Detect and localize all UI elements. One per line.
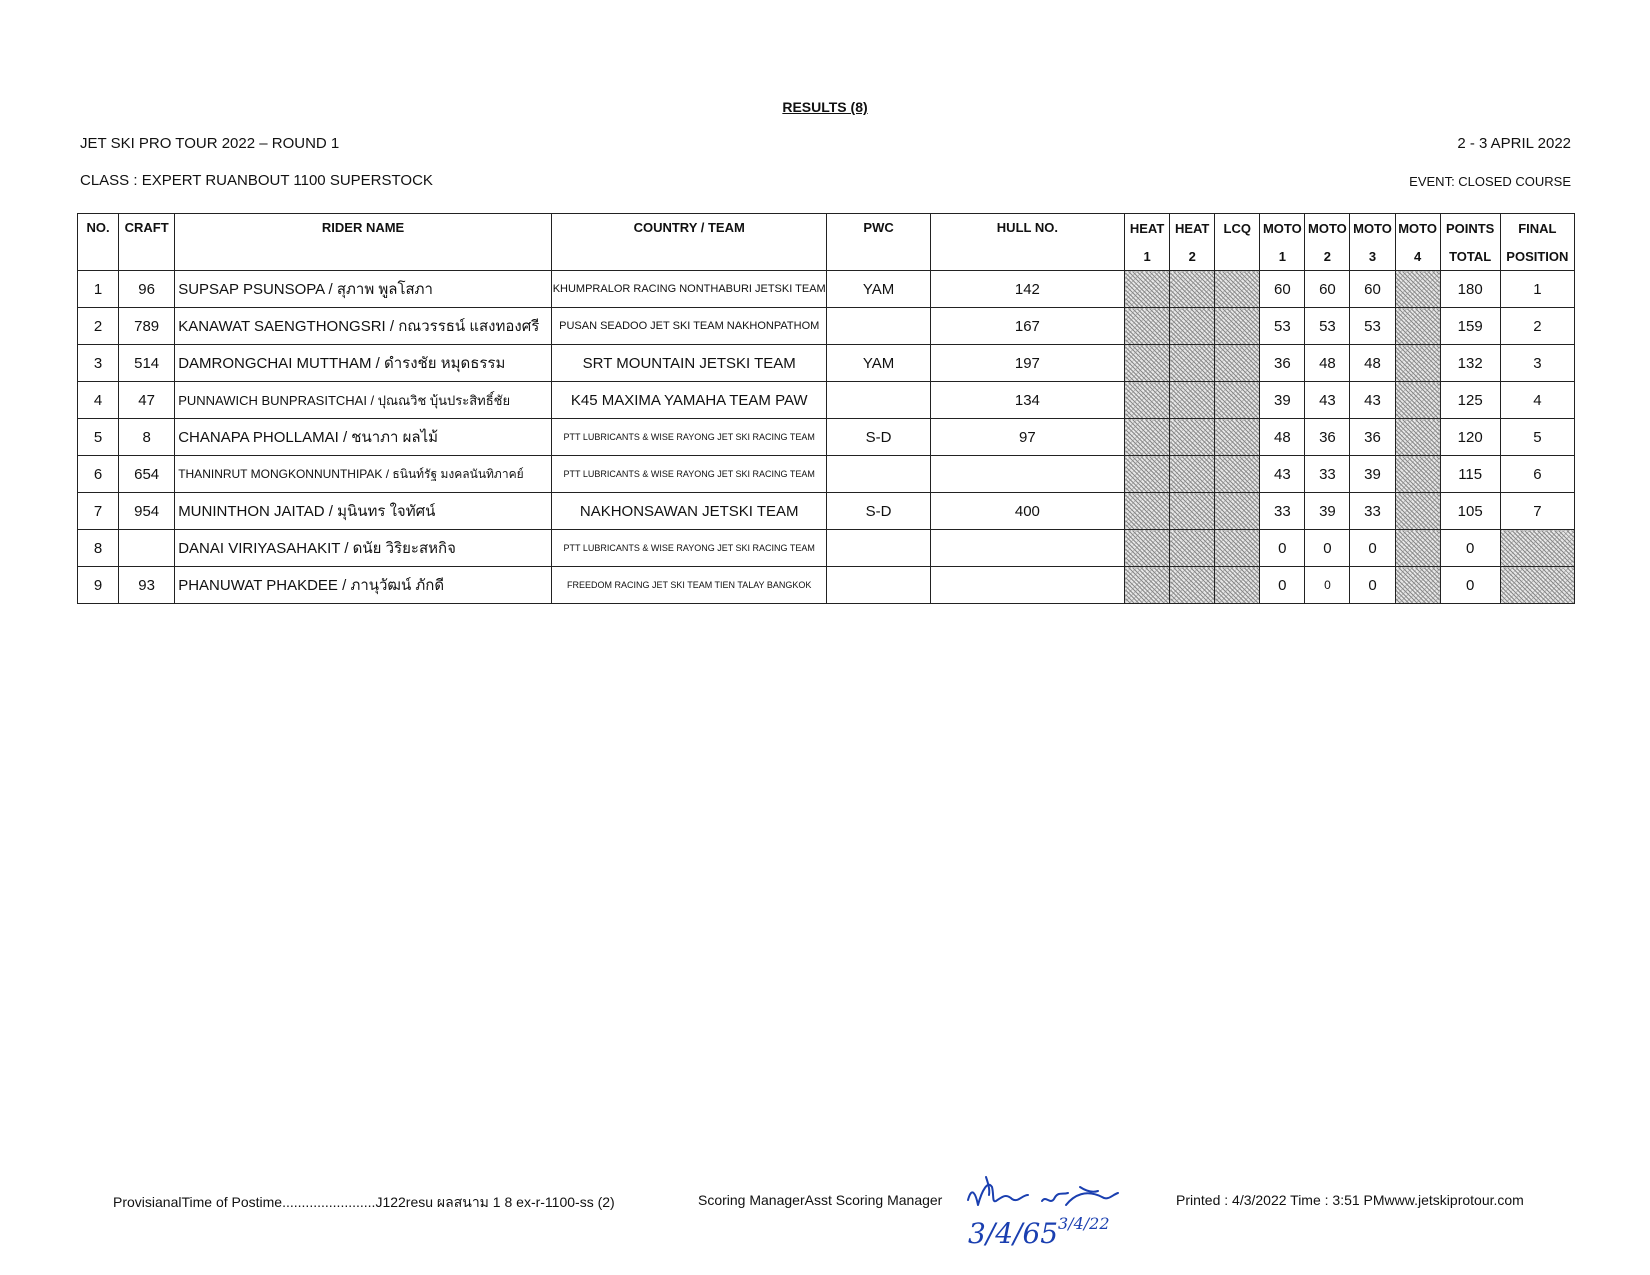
cell-pwc: YAM xyxy=(827,345,930,382)
footer-provisional: ProvisianalTime of Postime........................J122resu ผลสนาม 1 8 ex-r-1100-ss (2) xyxy=(113,1194,615,1210)
cell-hull: 167 xyxy=(930,308,1124,345)
cell-no: 6 xyxy=(78,456,119,493)
cell-moto3: 0 xyxy=(1350,567,1395,604)
cell-lcq xyxy=(1215,493,1260,530)
cell-heat2 xyxy=(1170,456,1215,493)
cell-team: PTT LUBRICANTS & WISE RAYONG JET SKI RACING TEAM xyxy=(551,530,827,567)
cell-position: 4 xyxy=(1500,382,1574,419)
cell-pwc: S-D xyxy=(827,493,930,530)
event-date: 2 - 3 APRIL 2022 xyxy=(1457,135,1571,152)
cell-craft xyxy=(119,530,175,567)
cell-team: PTT LUBRICANTS & WISE RAYONG JET SKI RACING TEAM xyxy=(551,419,827,456)
cell-moto4 xyxy=(1395,308,1440,345)
cell-moto2: 48 xyxy=(1305,345,1350,382)
cell-points: 132 xyxy=(1440,345,1500,382)
cell-position: 1 xyxy=(1500,271,1574,308)
cell-rider: KANAWAT SAENGTHONGSRI / กณวรรธน์ แสงทองศรี xyxy=(175,308,552,345)
cell-heat1 xyxy=(1125,308,1170,345)
signature-image xyxy=(962,1165,1132,1253)
cell-lcq xyxy=(1215,419,1260,456)
cell-lcq xyxy=(1215,567,1260,604)
cell-heat1 xyxy=(1125,456,1170,493)
cell-moto2: 43 xyxy=(1305,382,1350,419)
cell-no: 2 xyxy=(78,308,119,345)
cell-craft: 654 xyxy=(119,456,175,493)
cell-rider: SUPSAP PSUNSOPA / สุภาพ พูลโสภา xyxy=(175,271,552,308)
cell-moto1: 33 xyxy=(1260,493,1305,530)
cell-team: KHUMPRALOR RACING NONTHABURI JETSKI TEAM xyxy=(551,271,827,308)
cell-team: NAKHONSAWAN JETSKI TEAM xyxy=(551,493,827,530)
cell-position: 5 xyxy=(1500,419,1574,456)
col-header-pwc: PWC xyxy=(827,214,930,271)
cell-hull xyxy=(930,530,1124,567)
cell-moto1: 53 xyxy=(1260,308,1305,345)
cell-moto4 xyxy=(1395,493,1440,530)
cell-heat1 xyxy=(1125,567,1170,604)
cell-moto2: 36 xyxy=(1305,419,1350,456)
cell-craft: 514 xyxy=(119,345,175,382)
cell-rider: PHANUWAT PHAKDEE / ภานุวัฒน์ ภักดี xyxy=(175,567,552,604)
cell-position: 6 xyxy=(1500,456,1574,493)
col-header-lcq: LCQ xyxy=(1215,214,1260,243)
cell-moto1: 0 xyxy=(1260,567,1305,604)
col-subheader-points: TOTAL xyxy=(1440,242,1500,271)
col-header-moto3: MOTO xyxy=(1350,214,1395,243)
col-subheader-lcq xyxy=(1215,242,1260,271)
cell-pwc xyxy=(827,530,930,567)
col-subheader-moto4: 4 xyxy=(1395,242,1440,271)
cell-lcq xyxy=(1215,382,1260,419)
col-subheader-moto3: 3 xyxy=(1350,242,1395,271)
cell-heat1 xyxy=(1125,345,1170,382)
cell-team: FREEDOM RACING JET SKI TEAM TIEN TALAY BANGKOK xyxy=(551,567,827,604)
cell-pwc xyxy=(827,382,930,419)
cell-points: 120 xyxy=(1440,419,1500,456)
cell-points: 159 xyxy=(1440,308,1500,345)
cell-moto1: 43 xyxy=(1260,456,1305,493)
cell-moto1: 48 xyxy=(1260,419,1305,456)
cell-moto2: 53 xyxy=(1305,308,1350,345)
col-header-heat1: HEAT xyxy=(1125,214,1170,243)
cell-craft: 96 xyxy=(119,271,175,308)
col-header-rider: RIDER NAME xyxy=(175,214,552,271)
cell-moto4 xyxy=(1395,419,1440,456)
col-header-points: POINTS xyxy=(1440,214,1500,243)
cell-no: 8 xyxy=(78,530,119,567)
col-header-moto2: MOTO xyxy=(1305,214,1350,243)
cell-no: 9 xyxy=(78,567,119,604)
cell-points: 0 xyxy=(1440,567,1500,604)
cell-team: K45 MAXIMA YAMAHA TEAM PAW xyxy=(551,382,827,419)
cell-no: 7 xyxy=(78,493,119,530)
cell-moto3: 60 xyxy=(1350,271,1395,308)
cell-heat2 xyxy=(1170,271,1215,308)
cell-points: 115 xyxy=(1440,456,1500,493)
col-subheader-final: POSITION xyxy=(1500,242,1574,271)
cell-no: 4 xyxy=(78,382,119,419)
cell-pwc xyxy=(827,567,930,604)
cell-moto4 xyxy=(1395,456,1440,493)
cell-rider: DAMRONGCHAI MUTTHAM / ดำรงชัย หมุดธรรม xyxy=(175,345,552,382)
cell-position: 7 xyxy=(1500,493,1574,530)
cell-heat1 xyxy=(1125,419,1170,456)
cell-craft: 789 xyxy=(119,308,175,345)
cell-craft: 954 xyxy=(119,493,175,530)
cell-rider: DANAI VIRIYASAHAKIT / ดนัย วิริยะสหกิจ xyxy=(175,530,552,567)
cell-hull xyxy=(930,567,1124,604)
cell-lcq xyxy=(1215,271,1260,308)
cell-moto4 xyxy=(1395,567,1440,604)
signature-date-2: 3/4/22 xyxy=(1058,1214,1110,1233)
col-header-team: COUNTRY / TEAM xyxy=(551,214,827,271)
cell-pwc: S-D xyxy=(827,419,930,456)
cell-moto1: 36 xyxy=(1260,345,1305,382)
cell-heat2 xyxy=(1170,419,1215,456)
cell-no: 1 xyxy=(78,271,119,308)
col-header-final: FINAL xyxy=(1500,214,1574,243)
cell-hull: 134 xyxy=(930,382,1124,419)
cell-rider: PUNNAWICH BUNPRASITCHAI / ปุณณวิช บุ้นประสิทธิ์ชัย xyxy=(175,382,552,419)
col-header-heat2: HEAT xyxy=(1170,214,1215,243)
cell-heat2 xyxy=(1170,345,1215,382)
cell-heat1 xyxy=(1125,493,1170,530)
cell-rider: THANINRUT MONGKONNUNTHIPAK / ธนินท์รัฐ มงคลนันทิภาคย์ xyxy=(175,456,552,493)
cell-team: SRT MOUNTAIN JETSKI TEAM xyxy=(551,345,827,382)
cell-pwc xyxy=(827,456,930,493)
footer-scoring-managers: Scoring ManagerAsst Scoring Manager xyxy=(698,1192,943,1208)
cell-heat2 xyxy=(1170,308,1215,345)
cell-team: PTT LUBRICANTS & WISE RAYONG JET SKI RACING TEAM xyxy=(551,456,827,493)
cell-lcq xyxy=(1215,456,1260,493)
cell-moto3: 43 xyxy=(1350,382,1395,419)
cell-hull: 400 xyxy=(930,493,1124,530)
col-subheader-heat1: 1 xyxy=(1125,242,1170,271)
page-title: RESULTS (8) xyxy=(782,99,868,115)
cell-hull xyxy=(930,456,1124,493)
col-header-no: NO. xyxy=(78,214,119,271)
cell-moto3: 53 xyxy=(1350,308,1395,345)
cell-hull: 97 xyxy=(930,419,1124,456)
cell-no: 3 xyxy=(78,345,119,382)
cell-team: PUSAN SEADOO JET SKI TEAM NAKHONPATHOM xyxy=(551,308,827,345)
class-line: CLASS : EXPERT RUANBOUT 1100 SUPERSTOCK xyxy=(80,172,433,189)
footer-printed: Printed : 4/3/2022 Time : 3:51 PMwww.jetskiprotour.com xyxy=(1176,1192,1524,1208)
cell-lcq xyxy=(1215,308,1260,345)
col-header-moto4: MOTO xyxy=(1395,214,1440,243)
table-row xyxy=(78,567,1575,604)
cell-moto4 xyxy=(1395,345,1440,382)
col-header-hull: HULL NO. xyxy=(930,214,1124,271)
table-row xyxy=(78,456,1575,493)
cell-moto3: 0 xyxy=(1350,530,1395,567)
cell-heat1 xyxy=(1125,271,1170,308)
cell-heat2 xyxy=(1170,530,1215,567)
cell-moto3: 33 xyxy=(1350,493,1395,530)
cell-moto2: 0 xyxy=(1305,530,1350,567)
event-type: EVENT: CLOSED COURSE xyxy=(1409,174,1571,189)
cell-heat1 xyxy=(1125,530,1170,567)
cell-heat2 xyxy=(1170,567,1215,604)
cell-moto2: 60 xyxy=(1305,271,1350,308)
signature-date-1: 3/4/65 xyxy=(968,1217,1059,1250)
col-header-craft: CRAFT xyxy=(119,214,175,271)
cell-pwc xyxy=(827,308,930,345)
cell-position: 3 xyxy=(1500,345,1574,382)
cell-moto4 xyxy=(1395,271,1440,308)
cell-moto2: 0 xyxy=(1305,567,1350,604)
cell-position xyxy=(1500,567,1574,604)
cell-points: 180 xyxy=(1440,271,1500,308)
col-subheader-moto1: 1 xyxy=(1260,242,1305,271)
results-table xyxy=(77,213,1575,604)
cell-moto4 xyxy=(1395,530,1440,567)
cell-moto1: 0 xyxy=(1260,530,1305,567)
cell-moto4 xyxy=(1395,382,1440,419)
table-row xyxy=(78,308,1575,345)
cell-moto3: 48 xyxy=(1350,345,1395,382)
cell-heat2 xyxy=(1170,382,1215,419)
cell-points: 105 xyxy=(1440,493,1500,530)
cell-no: 5 xyxy=(78,419,119,456)
cell-points: 0 xyxy=(1440,530,1500,567)
table-row xyxy=(78,271,1575,308)
table-row xyxy=(78,382,1575,419)
event-name: JET SKI PRO TOUR 2022 – ROUND 1 xyxy=(80,135,340,152)
cell-rider: CHANAPA PHOLLAMAI / ชนาภา ผลไม้ xyxy=(175,419,552,456)
cell-points: 125 xyxy=(1440,382,1500,419)
cell-craft: 8 xyxy=(119,419,175,456)
cell-heat1 xyxy=(1125,382,1170,419)
cell-position xyxy=(1500,530,1574,567)
cell-pwc: YAM xyxy=(827,271,930,308)
cell-hull: 197 xyxy=(930,345,1124,382)
cell-hull: 142 xyxy=(930,271,1124,308)
cell-position: 2 xyxy=(1500,308,1574,345)
cell-lcq xyxy=(1215,530,1260,567)
cell-moto1: 39 xyxy=(1260,382,1305,419)
table-row xyxy=(78,493,1575,530)
cell-moto2: 39 xyxy=(1305,493,1350,530)
table-row xyxy=(78,345,1575,382)
col-subheader-heat2: 2 xyxy=(1170,242,1215,271)
cell-moto3: 36 xyxy=(1350,419,1395,456)
col-header-moto1: MOTO xyxy=(1260,214,1305,243)
cell-craft: 93 xyxy=(119,567,175,604)
table-row xyxy=(78,419,1575,456)
cell-heat2 xyxy=(1170,493,1215,530)
cell-rider: MUNINTHON JAITAD / มุนินทร ใจทัศน์ xyxy=(175,493,552,530)
cell-moto3: 39 xyxy=(1350,456,1395,493)
cell-craft: 47 xyxy=(119,382,175,419)
cell-moto2: 33 xyxy=(1305,456,1350,493)
table-row xyxy=(78,530,1575,567)
col-subheader-moto2: 2 xyxy=(1305,242,1350,271)
cell-lcq xyxy=(1215,345,1260,382)
cell-moto1: 60 xyxy=(1260,271,1305,308)
